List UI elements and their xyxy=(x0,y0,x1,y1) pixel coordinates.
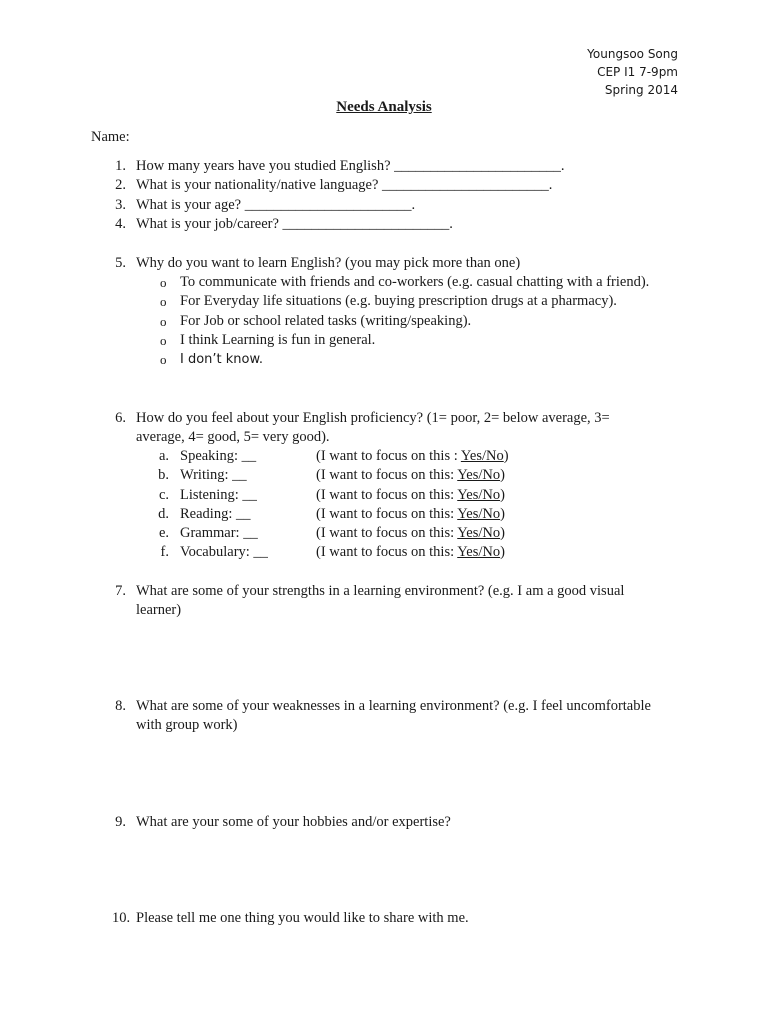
focus-close: ) xyxy=(500,506,505,522)
focus-prefix: (I want to focus on this : xyxy=(316,448,461,464)
yes-no-choice: Yes/No xyxy=(460,448,504,464)
q10-text: Please tell me one thing you would like to share with me. xyxy=(136,910,469,926)
focus-prefix: (I want to focus on this: xyxy=(316,467,458,483)
yes-no-choice: Yes/No xyxy=(457,506,501,522)
q8-number: 8. xyxy=(115,698,126,714)
focus-prefix: (I want to focus on this: xyxy=(316,506,458,522)
focus-close: ) xyxy=(500,467,505,483)
yes-no-choice: Yes/No xyxy=(457,544,501,560)
q7-text-line2: learner) xyxy=(136,602,182,618)
q5-option: For Job or school related tasks (writing/speaking). xyxy=(180,313,472,329)
q6-item-skill: Writing: __ xyxy=(180,467,247,483)
q6-item-skill: Vocabulary: __ xyxy=(180,544,268,560)
q5-option-bullet: o xyxy=(160,294,167,309)
q6-item-skill: Reading: __ xyxy=(180,506,251,522)
q10-number: 10. xyxy=(112,910,131,926)
q5-option: I think Learning is fun in general. xyxy=(180,332,376,348)
q2-number: 2. xyxy=(115,177,126,193)
q4-text: What is your job/career? _______________________. xyxy=(136,216,453,232)
focus-close: ) xyxy=(503,448,509,464)
author-name: Youngsoo Song xyxy=(587,47,678,61)
q6-item-focus xyxy=(316,466,505,485)
q8-text-line1: What are some of your weaknesses in a learning environment? (e.g. I feel uncomfortable xyxy=(136,698,651,714)
q6-item-letter: f. xyxy=(160,544,169,560)
q5-option-bullet: o xyxy=(160,352,167,367)
q1-text: How many years have you studied English? _______________________. xyxy=(136,158,565,174)
q5-option: For Everyday life situations (e.g. buying prescription drugs at a pharmacy). xyxy=(180,293,617,309)
focus-close: ) xyxy=(500,487,505,503)
q6-item-focus xyxy=(316,447,509,466)
q6-item-skill: Listening: __ xyxy=(180,487,257,503)
q6-text-line2: average, 4= good, 5= very good). xyxy=(136,429,330,445)
q5-text: Why do you want to learn English? (you may pick more than one) xyxy=(136,255,521,271)
focus-prefix: (I want to focus on this: xyxy=(316,487,458,503)
yes-no-choice: Yes/No xyxy=(457,487,501,503)
q6-item-focus xyxy=(316,505,505,524)
header-block xyxy=(587,45,678,99)
focus-close: ) xyxy=(500,525,505,541)
q6-item-letter: c. xyxy=(158,487,169,503)
q9-text: What are your some of your hobbies and/or expertise? xyxy=(136,814,451,830)
page-title: Needs Analysis xyxy=(336,99,432,115)
focus-close: ) xyxy=(500,544,505,560)
q7-number: 7. xyxy=(115,583,126,599)
q9-number: 9. xyxy=(115,814,126,830)
q6-item-letter: a. xyxy=(158,448,169,464)
yes-no-choice: Yes/No xyxy=(457,467,501,483)
q6-item-focus xyxy=(316,524,505,543)
q6-item-skill: Speaking: __ xyxy=(180,448,257,464)
q6-item-letter: e. xyxy=(158,525,169,541)
yes-no-choice: Yes/No xyxy=(457,525,501,541)
q6-item-letter: b. xyxy=(158,467,169,483)
q3-number: 3. xyxy=(115,197,126,213)
q6-item-focus xyxy=(316,543,505,562)
q4-number: 4. xyxy=(115,216,126,232)
q2-text: What is your nationality/native language? _______________________. xyxy=(136,177,553,193)
q6-item-focus xyxy=(316,486,505,505)
focus-prefix: (I want to focus on this: xyxy=(316,544,458,560)
q5-option-bullet: o xyxy=(160,275,167,290)
q5-option-bullet: o xyxy=(160,333,167,348)
term: Spring 2014 xyxy=(604,83,678,97)
q6-number: 6. xyxy=(115,410,126,426)
name-label: Name: xyxy=(91,129,130,145)
q7-text-line1: What are some of your strengths in a learning environment? (e.g. I am a good visual xyxy=(136,583,625,599)
course-name: CEP I1 7-9pm xyxy=(597,65,678,79)
q1-number: 1. xyxy=(115,158,126,174)
q5-option: To communicate with friends and co-workers (e.g. casual chatting with a friend). xyxy=(180,274,650,290)
q5-option: I don’t know. xyxy=(180,352,264,367)
q8-text-line2: with group work) xyxy=(136,717,238,733)
q6-text-line1: How do you feel about your English proficiency? (1= poor, 2= below average, 3= xyxy=(136,410,610,426)
q5-number: 5. xyxy=(115,255,126,271)
q5-option-bullet: o xyxy=(160,314,167,329)
q6-item-skill: Grammar: __ xyxy=(180,525,258,541)
q6-item-letter: d. xyxy=(158,506,169,522)
q3-text: What is your age? _______________________. xyxy=(136,197,416,213)
focus-prefix: (I want to focus on this: xyxy=(316,525,458,541)
